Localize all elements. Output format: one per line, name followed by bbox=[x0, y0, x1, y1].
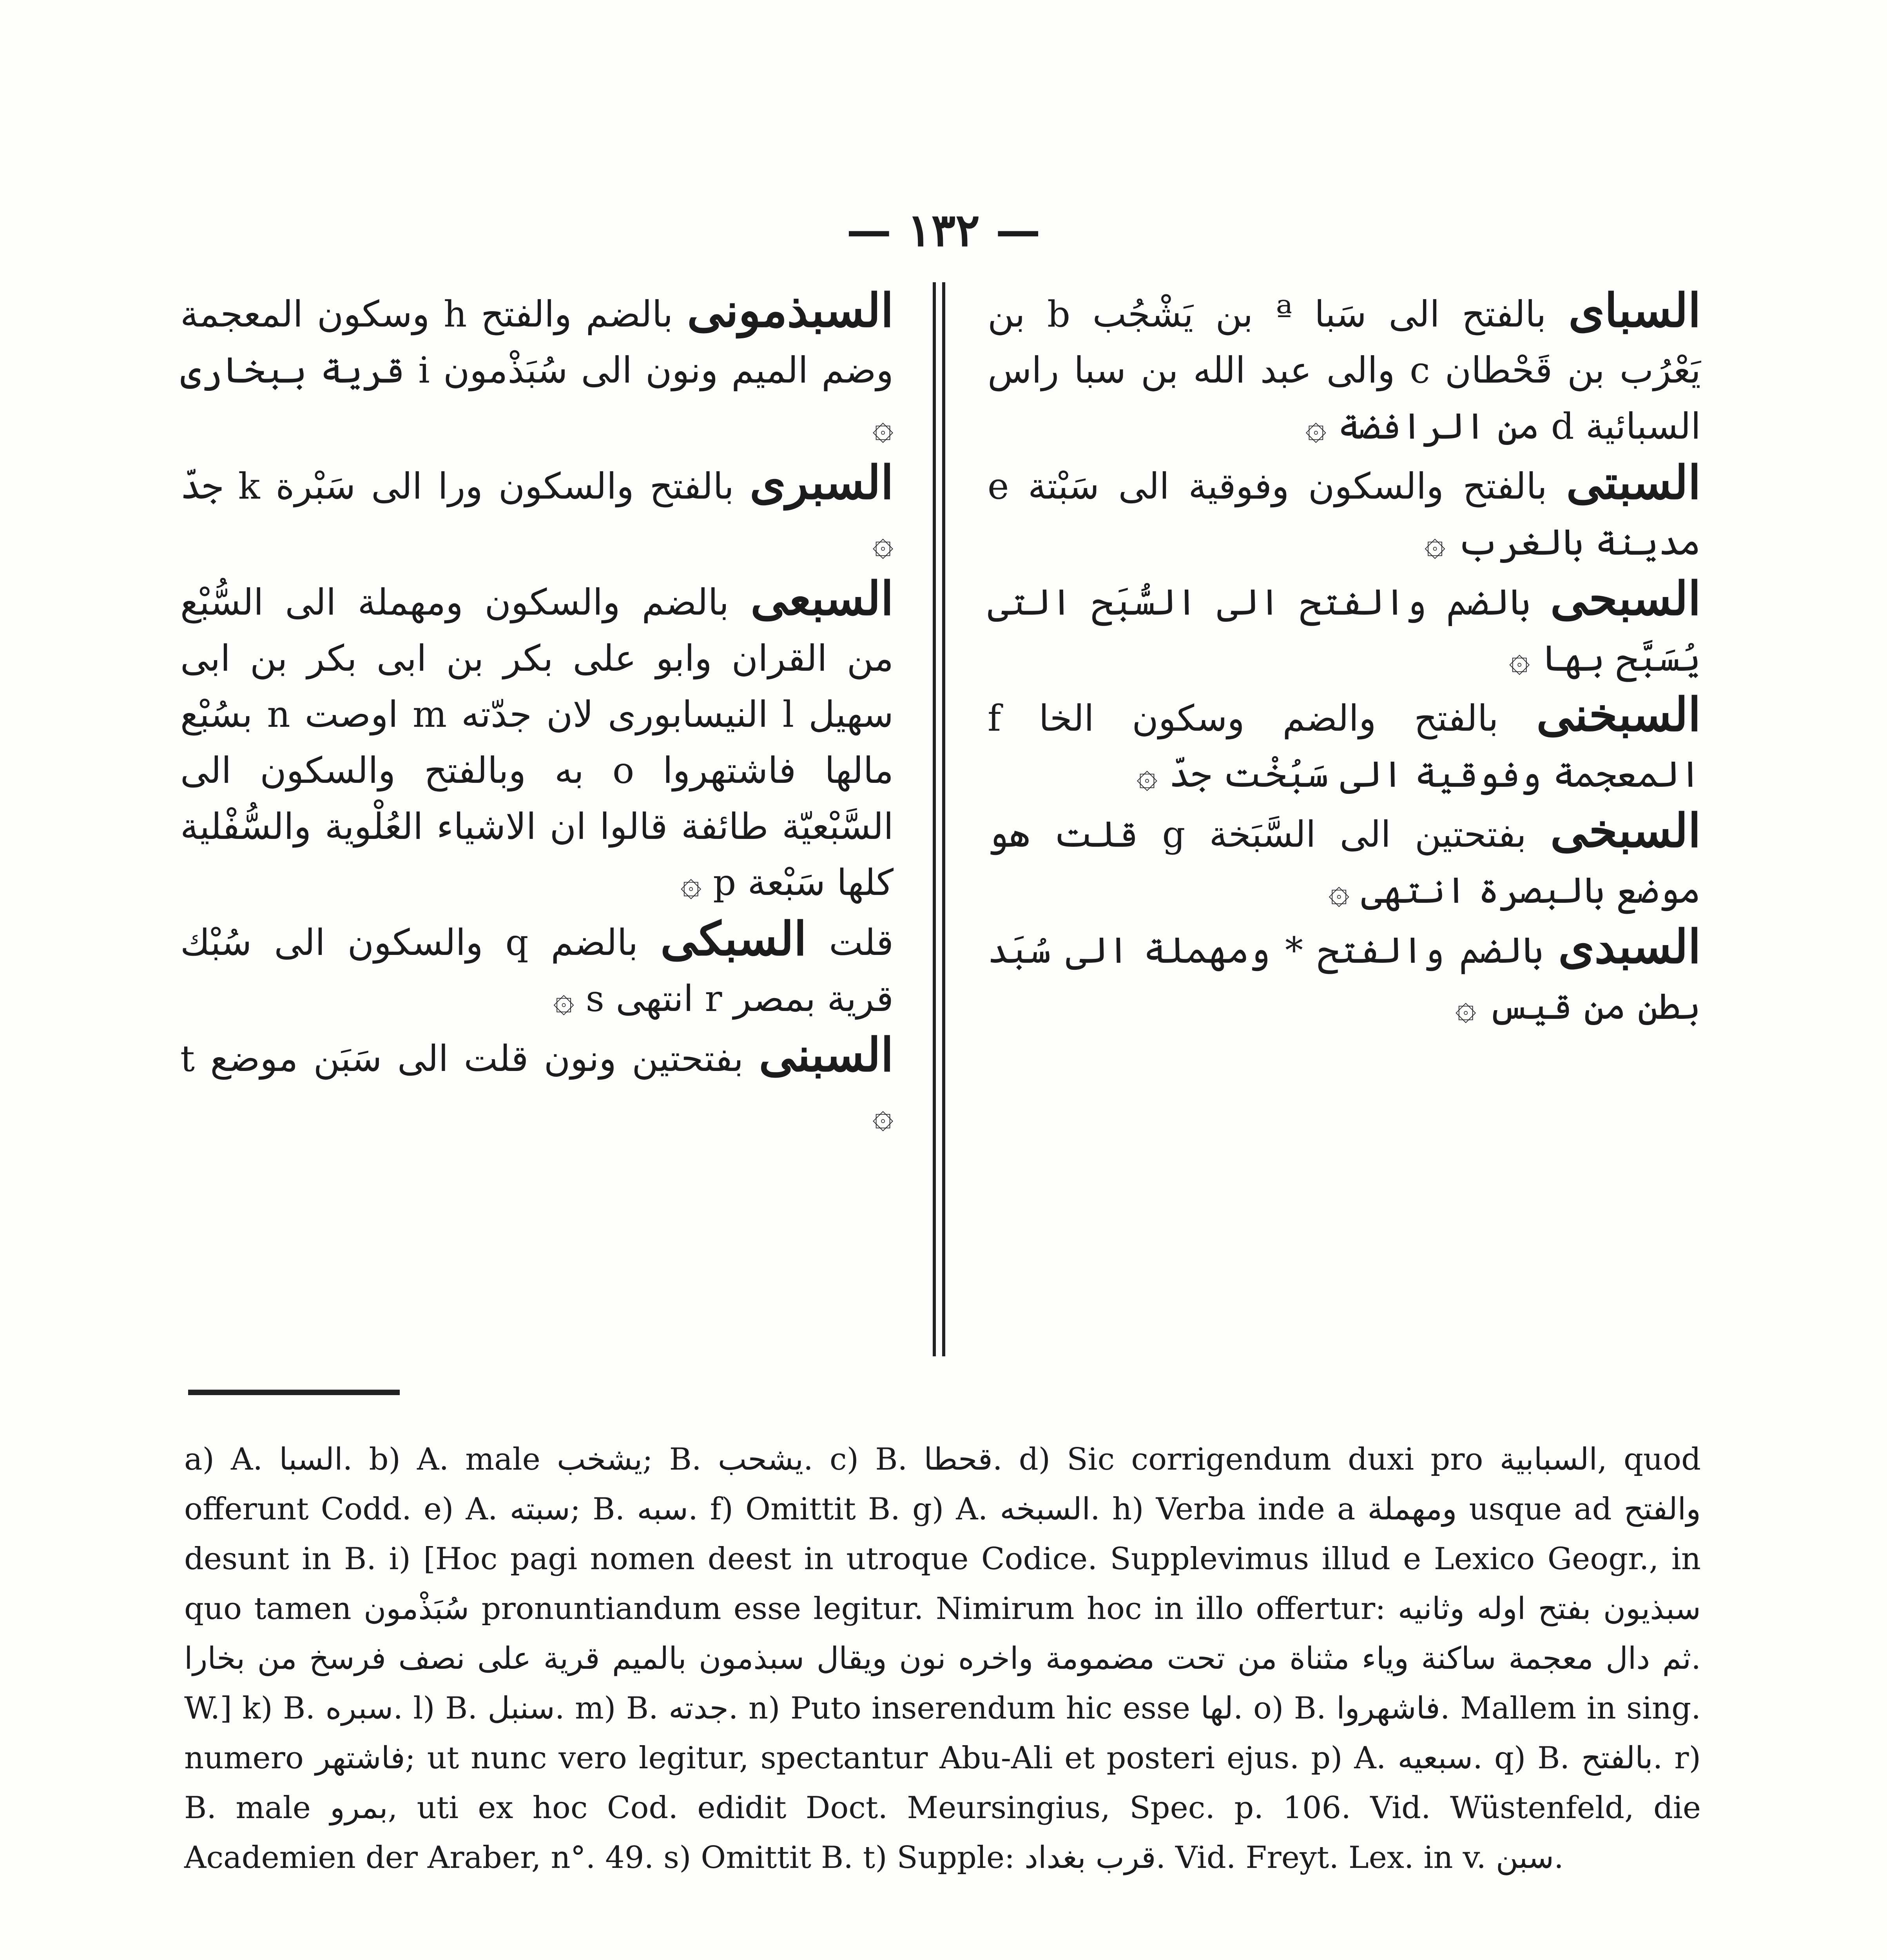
entry bbox=[988, 918, 1701, 1034]
entry-text: بالفتح الى سَبا ª بن يَشْجُب b بن يَعْرُب بن قَحْطان c والى عبد الله بن سبا راس السبائية d من الرافضة ۞ bbox=[988, 293, 1701, 447]
entry-text: بالضم والفتح h وسكون المعجمة وضم الميم ونون الى سُبَذْمون i قرية ببخارى ۞ bbox=[180, 293, 894, 447]
entry-text: بالضم q والسكون الى سُبْك قرية بمصر r انتهى s ۞ bbox=[180, 922, 894, 1020]
entry-text: بالضم والفتح الى السُّبَح التى يُسَبَّح بها ۞ bbox=[988, 581, 1701, 679]
entry-text: بالفتح والسكون ورا الى سَبْرة k جدّ ۞ bbox=[180, 465, 894, 563]
entry bbox=[180, 282, 894, 454]
entry-prefix: قلت bbox=[807, 922, 894, 964]
entry bbox=[988, 802, 1701, 918]
headword: السبذمونى bbox=[687, 283, 894, 338]
entry bbox=[988, 282, 1701, 454]
entry bbox=[180, 570, 894, 911]
entry bbox=[180, 454, 894, 570]
entry bbox=[180, 1027, 894, 1143]
entry-text: بالضم والسكون ومهملة الى السُّبْع من القران وابو على بكر بن ابى بكر بن ابى سهيل l النيسابورى لان جدّته m اوصت n بسُبْع مالها فاشتهروا o به وبالفتح والسكون الى السَّبْعيّة طائفة قالوا ان الاشياء العُلْوية والسُّفْلية كلها سَبْعة p ۞ bbox=[180, 581, 894, 904]
entry bbox=[988, 686, 1701, 802]
entry bbox=[180, 911, 894, 1027]
footnote-rule bbox=[188, 1390, 400, 1395]
entry-text: بفتحتين ونون قلت الى سَبَن موضع t ۞ bbox=[180, 1038, 894, 1136]
entry-text: بفتحتين الى السَّبَخة g قلت هو موضع بالبصرة انتهى ۞ bbox=[988, 813, 1701, 911]
headword: السبتى bbox=[1566, 455, 1701, 510]
footnotes: a) A. السبا. b) A. male يشخب; B. يشحب. c) B. قحطا. d) Sic corrigendum duxi pro السبابية, quod offerunt Codd. e) A. سبته; B. سبه. f) Omittit B. g) A. السبخه. h) Verba inde a ومهملة usque ad والفتح desunt in B. i) [Hoc pagi nomen deest in utroque Codice. Supplevimus illud e Lexico Geogr., in quo tamen سُبَذْمون pronuntiandum esse legitur. Nimirum hoc in illo offertur: سبذيون بفتح اوله وثانيه ثم دال معجمة ساكنة وياء مثناة من تحت مضمومة واخره نون ويقال سبذمون بالميم قرية على نصف فرسخ من بخارا. W.] k) B. سبره. l) B. سنبل. m) B. جدته. n) Puto inserendum hic esse لها. o) B. فاشهروا. Mallem in sing. numero فاشتهر; ut nunc vero legitur, spectantur Abu-Ali et posteri ejus. p) A. سبعيه. q) B. بالفتح. r) B. male بمرو, uti ex hoc Cod. edidit Doct. Meursingius, Spec. p. 106. Vid. Wüstenfeld, die Academien der Araber, n°. 49. s) Omittit B. t) Supple: قرب بغداد. Vid. Freyt. Lex. in v. سبن. bbox=[184, 1442, 1701, 1875]
headword: السبخى bbox=[1550, 803, 1701, 858]
headword: السبرى bbox=[749, 455, 894, 510]
headword: السباى bbox=[1568, 283, 1701, 338]
headword: السبنى bbox=[759, 1027, 894, 1082]
left-column bbox=[180, 282, 894, 1356]
entry-text: بالفتح والسكون وفوقية الى سَبْتة e مدينة بالغرب ۞ bbox=[988, 465, 1701, 563]
right-column bbox=[988, 282, 1701, 1356]
entry bbox=[988, 570, 1701, 686]
headword: السبخنى bbox=[1536, 687, 1701, 742]
column-separator bbox=[933, 282, 945, 1356]
two-column-text bbox=[180, 282, 1701, 1356]
entry bbox=[988, 454, 1701, 570]
entry-text: بالفتح والضم وسكون الخا f المعجمة وفوقية الى سَبُخْت جدّ ۞ bbox=[988, 697, 1701, 795]
headword: السبدى bbox=[1558, 919, 1701, 974]
page-number: — ١٣٢ — bbox=[846, 204, 1041, 257]
entry-text: بالضم والفتح * ومهملة الى سُبَد بطن من قيس ۞ bbox=[988, 929, 1701, 1027]
headword: السبعى bbox=[750, 571, 894, 626]
headword: السبكى bbox=[660, 911, 807, 966]
headword: السبحى bbox=[1550, 571, 1701, 626]
